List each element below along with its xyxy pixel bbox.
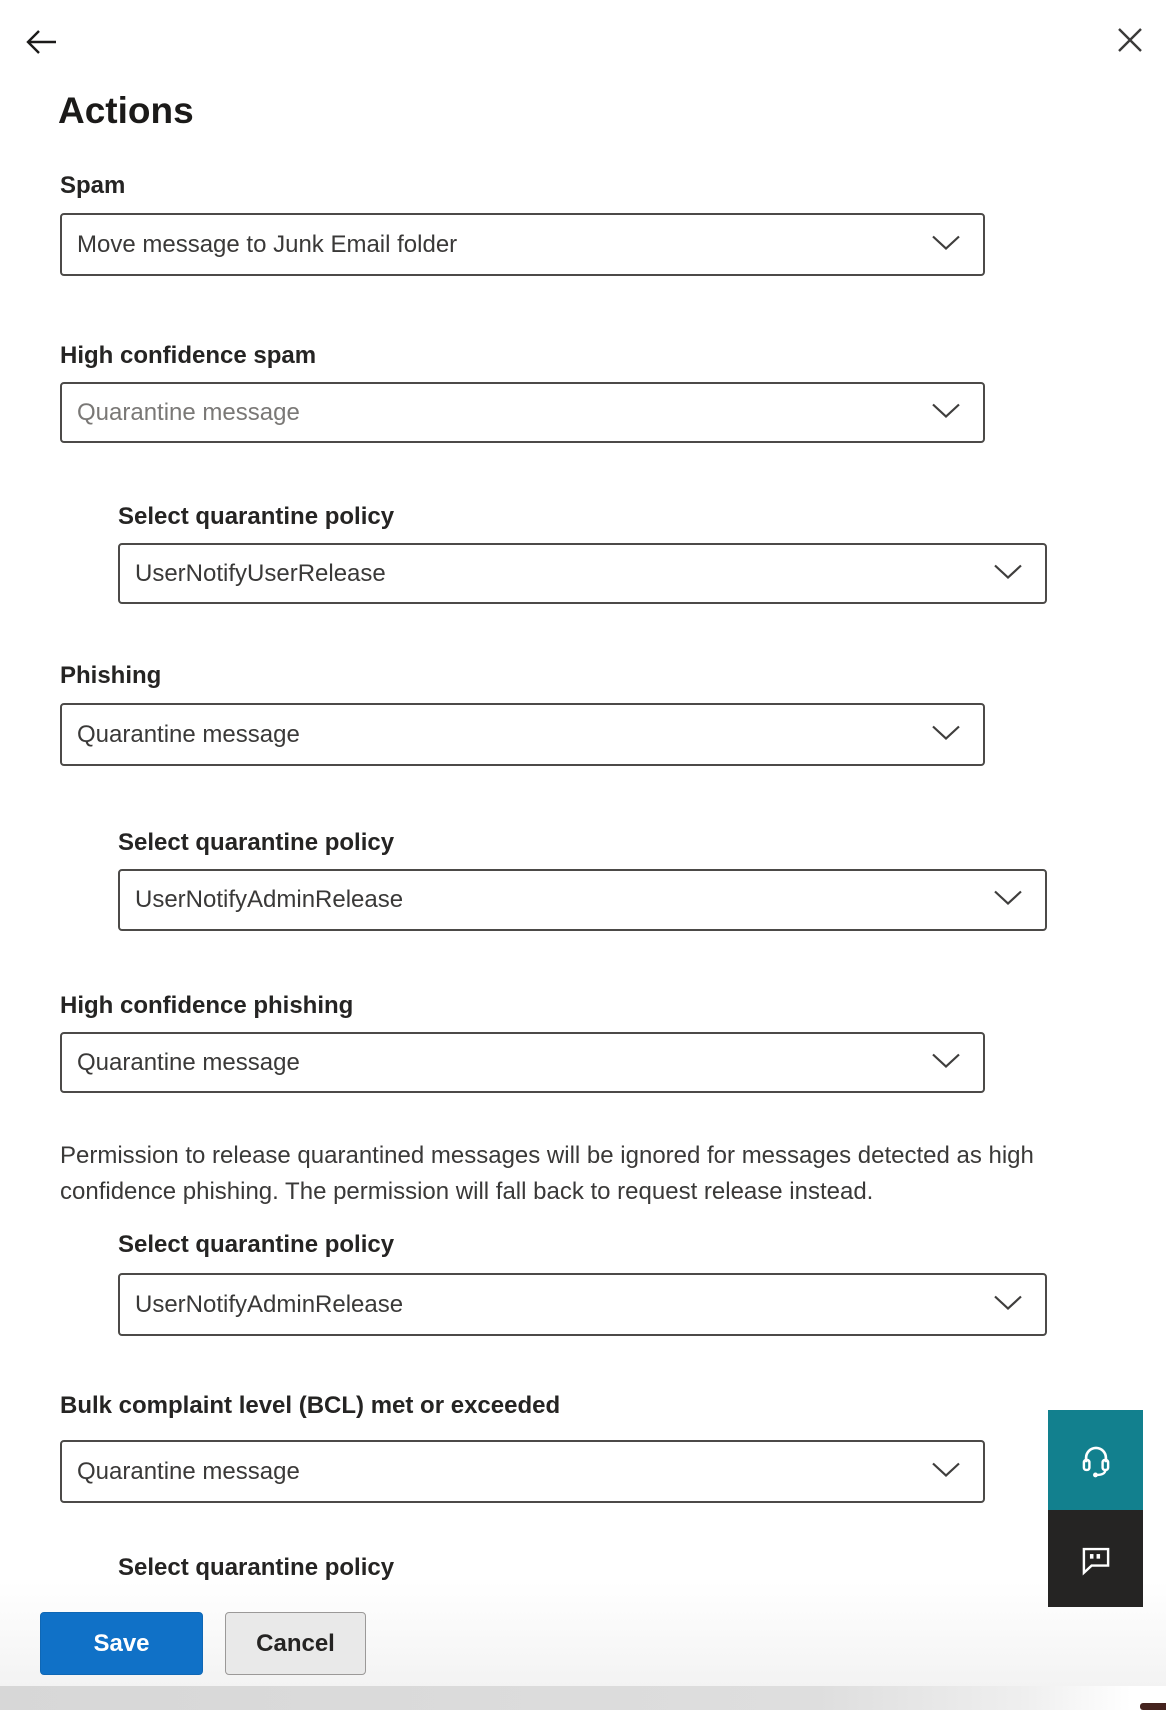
headset-icon [1074, 1438, 1118, 1482]
phishing-quarantine-policy-value: UserNotifyAdminRelease [135, 886, 404, 913]
phishing-quarantine-policy-dropdown[interactable] [118, 869, 1047, 931]
hcs-quarantine-policy-dropdown[interactable] [118, 543, 1047, 604]
high-confidence-phishing-action-value: Quarantine message [77, 1048, 300, 1076]
footer-bar [0, 1582, 1166, 1686]
chevron-down-icon [931, 402, 961, 423]
high-confidence-spam-action-dropdown[interactable] [60, 382, 985, 443]
chevron-down-icon [931, 1461, 961, 1482]
chevron-down-icon [993, 1294, 1023, 1315]
high-confidence-phishing-action-dropdown[interactable] [60, 1032, 985, 1093]
phishing-action-dropdown[interactable] [60, 703, 985, 766]
close-icon [1112, 46, 1148, 61]
page-bottom-strip [0, 1686, 1166, 1710]
hcs-quarantine-policy-label: Select quarantine policy [118, 503, 395, 530]
high-confidence-spam-label: High confidence spam [60, 342, 317, 369]
page-title: Actions [58, 90, 194, 131]
chevron-down-icon [931, 234, 961, 255]
hcp-quarantine-policy-dropdown[interactable] [118, 1273, 1047, 1336]
phishing-action-value: Quarantine message [77, 720, 300, 748]
high-confidence-phishing-label: High confidence phishing [60, 992, 354, 1019]
bcl-quarantine-policy-label: Select quarantine policy [118, 1554, 395, 1581]
close-button[interactable] [1112, 22, 1148, 58]
arrow-left-icon [22, 50, 62, 65]
spam-label: Spam [60, 172, 126, 199]
high-confidence-phishing-note: Permission to release quarantined messages will be ignored for messages detected as high confidence phishing. The permission will fall back to request release instead. [60, 1142, 1034, 1205]
help-button[interactable] [1048, 1410, 1143, 1510]
chevron-down-icon [993, 890, 1023, 911]
hcp-quarantine-policy-label: Select quarantine policy [118, 1231, 395, 1258]
chevron-down-icon [931, 1052, 961, 1073]
save-button[interactable]: Save [40, 1612, 203, 1675]
corner-sliver [1140, 1703, 1166, 1710]
spam-action-dropdown[interactable] [60, 213, 985, 276]
chevron-down-icon [993, 563, 1023, 584]
spam-action-value: Move message to Junk Email folder [77, 230, 458, 258]
bcl-action-dropdown[interactable] [60, 1440, 985, 1503]
chevron-down-icon [931, 724, 961, 745]
cancel-button[interactable]: Cancel [225, 1612, 366, 1675]
bcl-action-value: Quarantine message [77, 1457, 300, 1485]
hcp-quarantine-policy-value: UserNotifyAdminRelease [135, 1290, 404, 1318]
hcs-quarantine-policy-value: UserNotifyUserRelease [135, 559, 386, 587]
high-confidence-spam-action-value: Quarantine message [77, 398, 300, 426]
phishing-quarantine-policy-label: Select quarantine policy [118, 829, 395, 856]
back-button[interactable] [22, 22, 62, 62]
phishing-label: Phishing [60, 662, 162, 689]
bcl-label: Bulk complaint level (BCL) met or exceeded [60, 1392, 561, 1419]
feedback-icon [1074, 1537, 1118, 1581]
feedback-button[interactable] [1048, 1510, 1143, 1607]
